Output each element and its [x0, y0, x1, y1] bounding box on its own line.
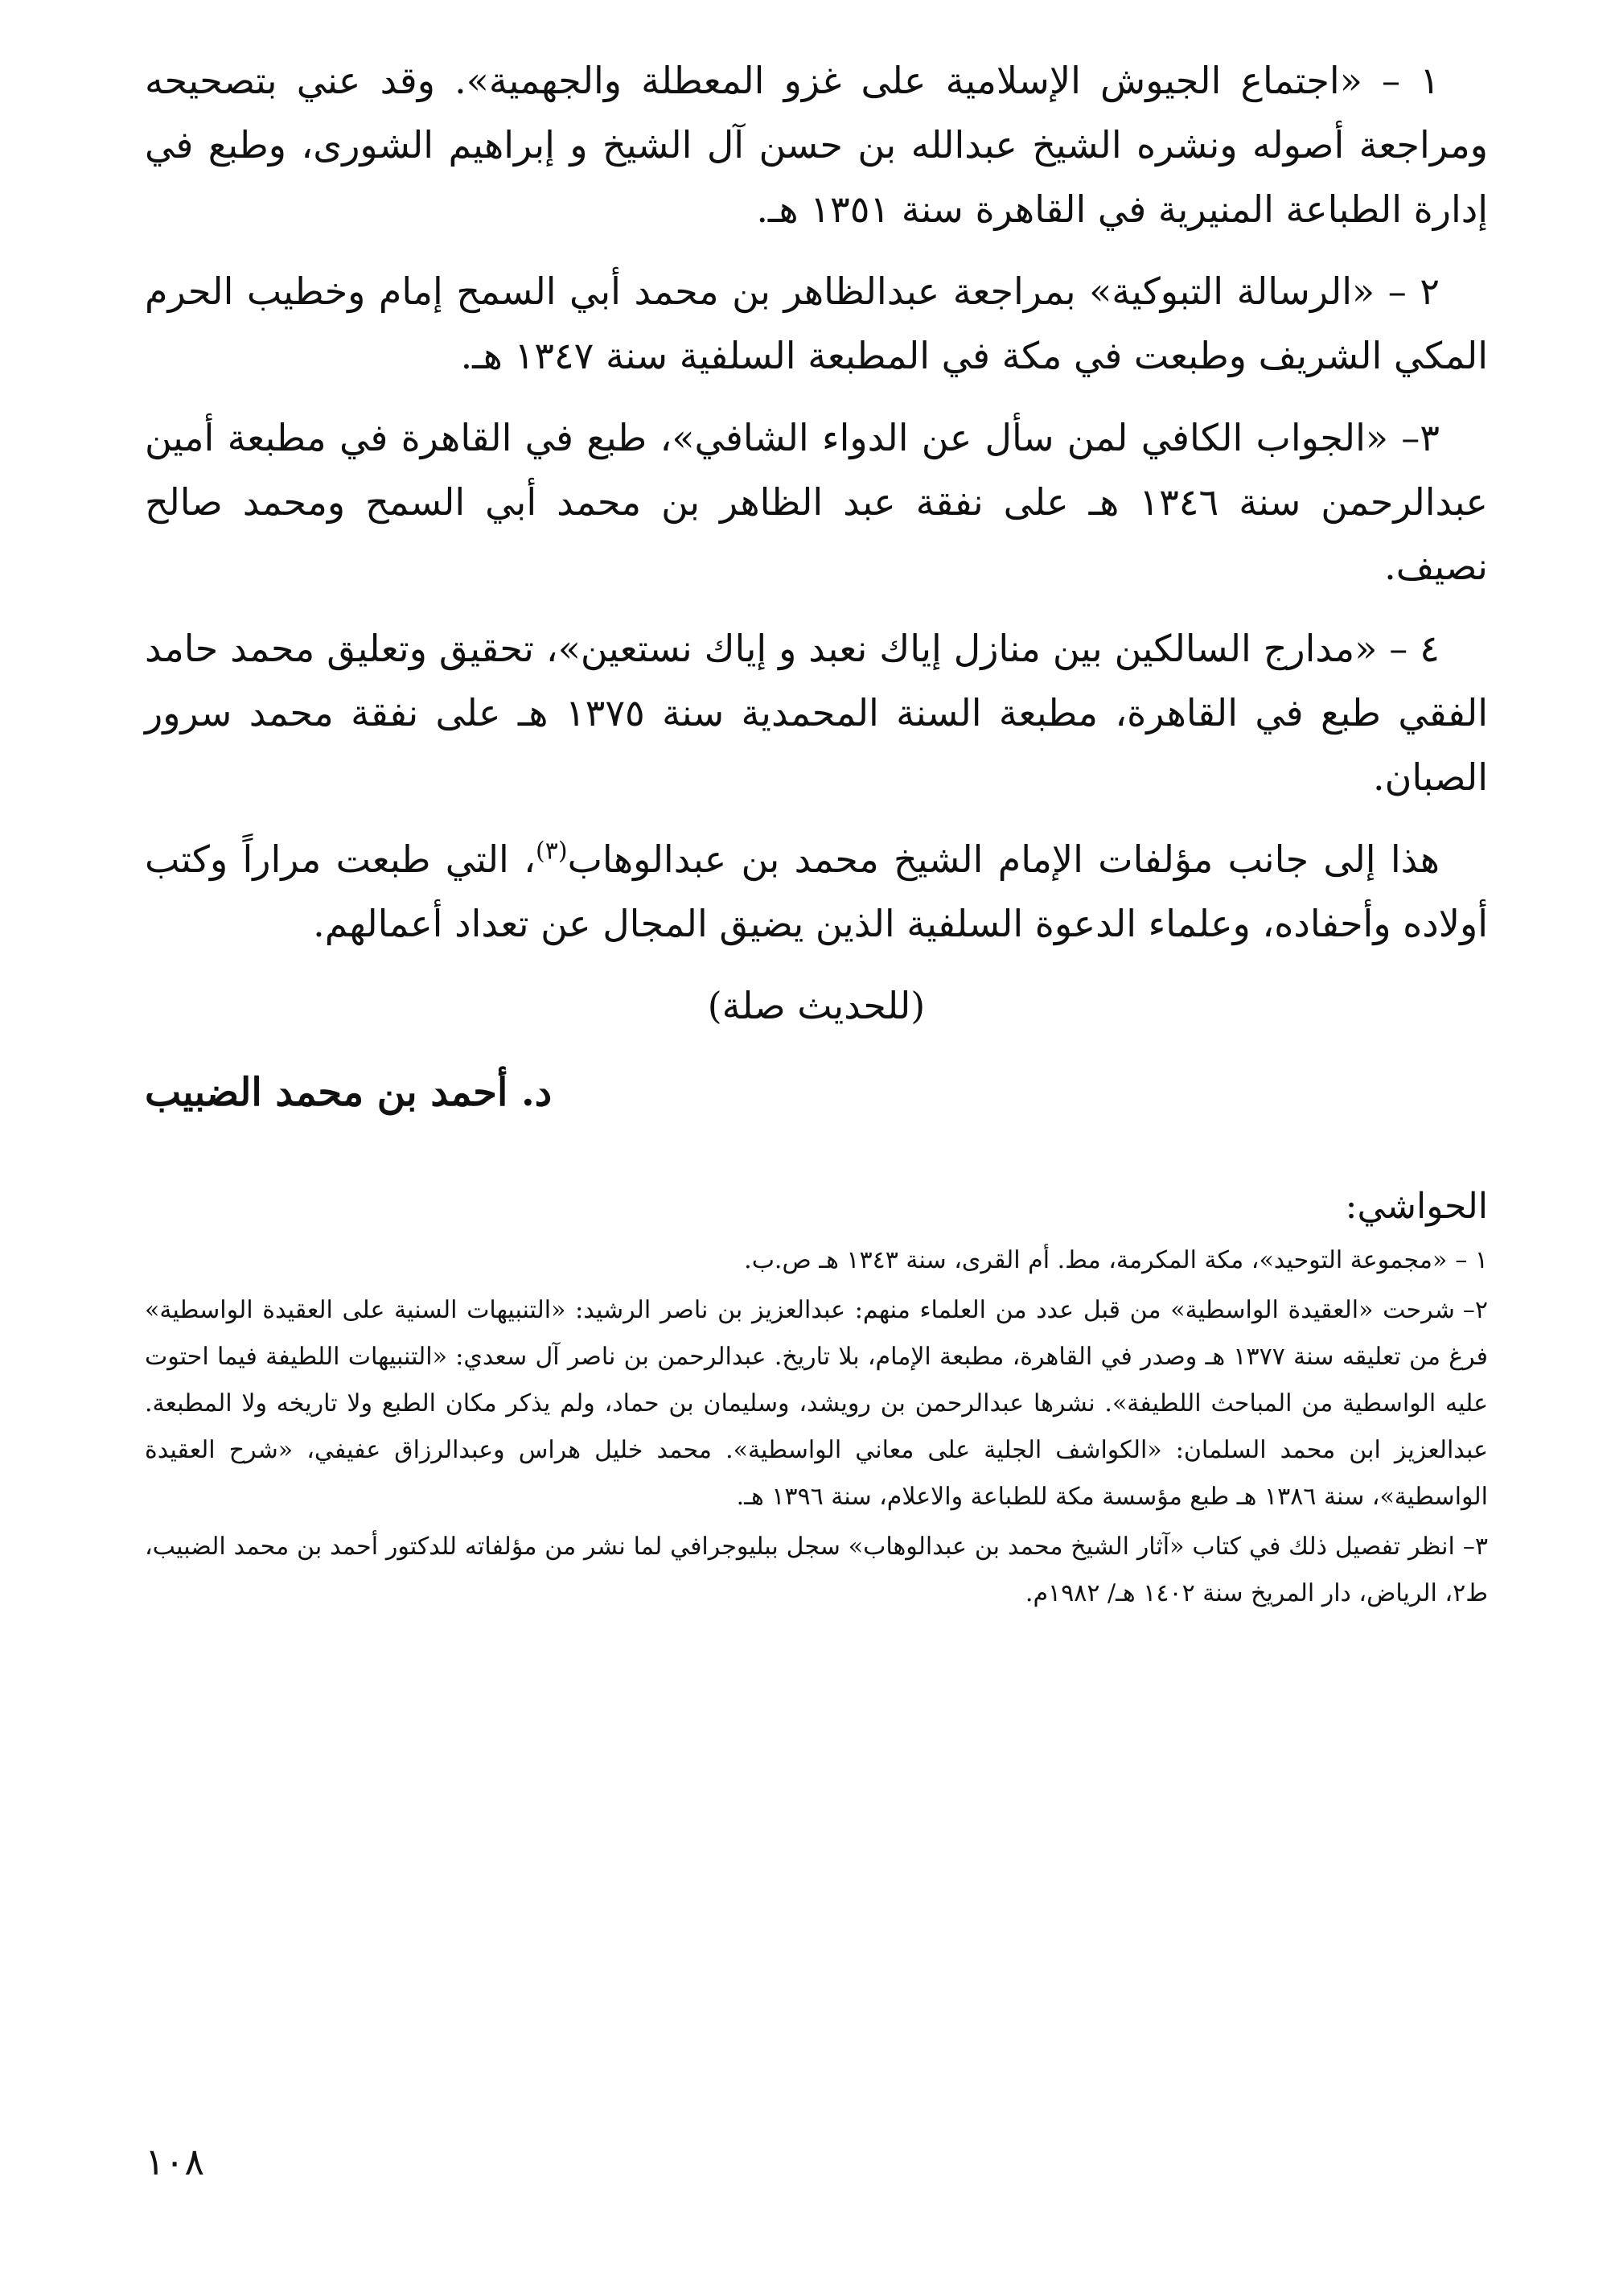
- list-item-1: ١ – «اجتماع الجيوش الإسلامية على غزو المعطلة والجهمية». وقد عني بتصحيحه ومراجعة أصوله ونشره الشيخ عبدالله بن حسن آل الشيخ و إبراهيم الشورى، وطبع في إدارة الطباعة المنيرية في القاهرة سنة ١٣٥١ هـ.: [145, 59, 1488, 231]
- footnote-3: [145, 1524, 1488, 1617]
- footnote-number: ٣–: [1462, 1533, 1488, 1561]
- list-item-3: ٣– «الجواب الكافي لمن سأل عن الدواء الشافي»، طبع في القاهرة في مطبعة أمين عبدالرحمن سنة ١٣٤٦ هـ على نفقة عبد الظاهر بن محمد أبي السمح ومحمد صالح نصيف.: [145, 416, 1488, 588]
- author-signature: د. أحمد بن محمد الضبيب: [145, 1070, 553, 1115]
- page-number: ١٠٨: [145, 2140, 205, 2183]
- closing-text-after: ، التي طبعت مراراً وكتب أولاده وأحفاده، وعلماء الدعوة السلفية الذين يضيق المجال عن تعداد أعمالهم.: [145, 837, 1488, 945]
- footnote-text: «مجموعة التوحيد»، مكة المكرمة، مط. أم القرى، سنة ١٣٤٣ هـ ص.ب.: [744, 1246, 1448, 1274]
- page: [145, 48, 1488, 2269]
- closing-text-before: هذا إلى جانب مؤلفات الإمام الشيخ محمد بن عبدالوهاب: [567, 837, 1440, 881]
- footnotes-title: الحواشي:: [1345, 1186, 1488, 1227]
- closing-paragraph: [145, 827, 1488, 956]
- footnote-1: [145, 1237, 1488, 1284]
- footnote-number: ٢–: [1462, 1296, 1488, 1324]
- footnote-2: [145, 1287, 1488, 1520]
- footnote-text: انظر تفصيل ذلك في كتاب «آثار الشيخ محمد بن عبدالوهاب» سجل ببليوجرافي لما نشر من مؤلفاته للدكتور أحمد بن محمد الضبيب، ط٢، الرياض، دار المريخ سنة ١٤٠٢ هـ/ ١٩٨٢م.: [145, 1533, 1488, 1607]
- list-item-4: ٤ – «مدارج السالكين بين منازل إياك نعبد و إياك نستعين»، تحقيق وتعليق محمد حامد الفقي طبع في القاهرة، مطبعة السنة المحمدية سنة ١٣٧٥ هـ على نفقة محمد سرور الصبان.: [145, 627, 1488, 799]
- footnote-ref-3: (٣): [536, 837, 568, 866]
- continued-note: (للحديث صلة): [707, 984, 926, 1027]
- list-item-2: ٢ – «الرسالة التبوكية» بمراجعة عبدالظاهر بن محمد أبي السمح إمام وخطيب الحرم المكي الشريف وطبعت في مكة في المطبعة السلفية سنة ١٣٤٧ هـ.: [145, 270, 1488, 377]
- footnote-text: شرحت «العقيدة الواسطية» من قبل عدد من العلماء منهم: عبدالعزيز بن ناصر الرشيد: «التنبيهات السنية على العقيدة الواسطية» فرغ من تعليقه سنة ١٣٧٧ هـ وصدر في القاهرة، مطبعة الإمام، بلا تاريخ. عبدالرحمن بن ناصر آل سعدي: «التنبيهات اللطيفة فيما احتوت عليه الواسطية من المباحث اللطيفة». نشرها عبدالرحمن بن رويشد، وسليمان بن حماد، ولم يذكر مكان الطبع ولا تاريخه ولا المطبعة. عبدالعزيز ابن محمد السلمان: «الكواشف الجلية على معاني الواسطية». محمد خليل هراس وعبدالرزاق عفيفي، «شرح العقيدة الواسطية»، سنة ١٣٨٦ هـ طبع مؤسسة مكة للطباعة والاعلام، سنة ١٣٩٦ هـ.: [145, 1296, 1489, 1511]
- footnotes: [145, 1237, 1488, 1617]
- footnote-number: ١ –: [1455, 1246, 1488, 1274]
